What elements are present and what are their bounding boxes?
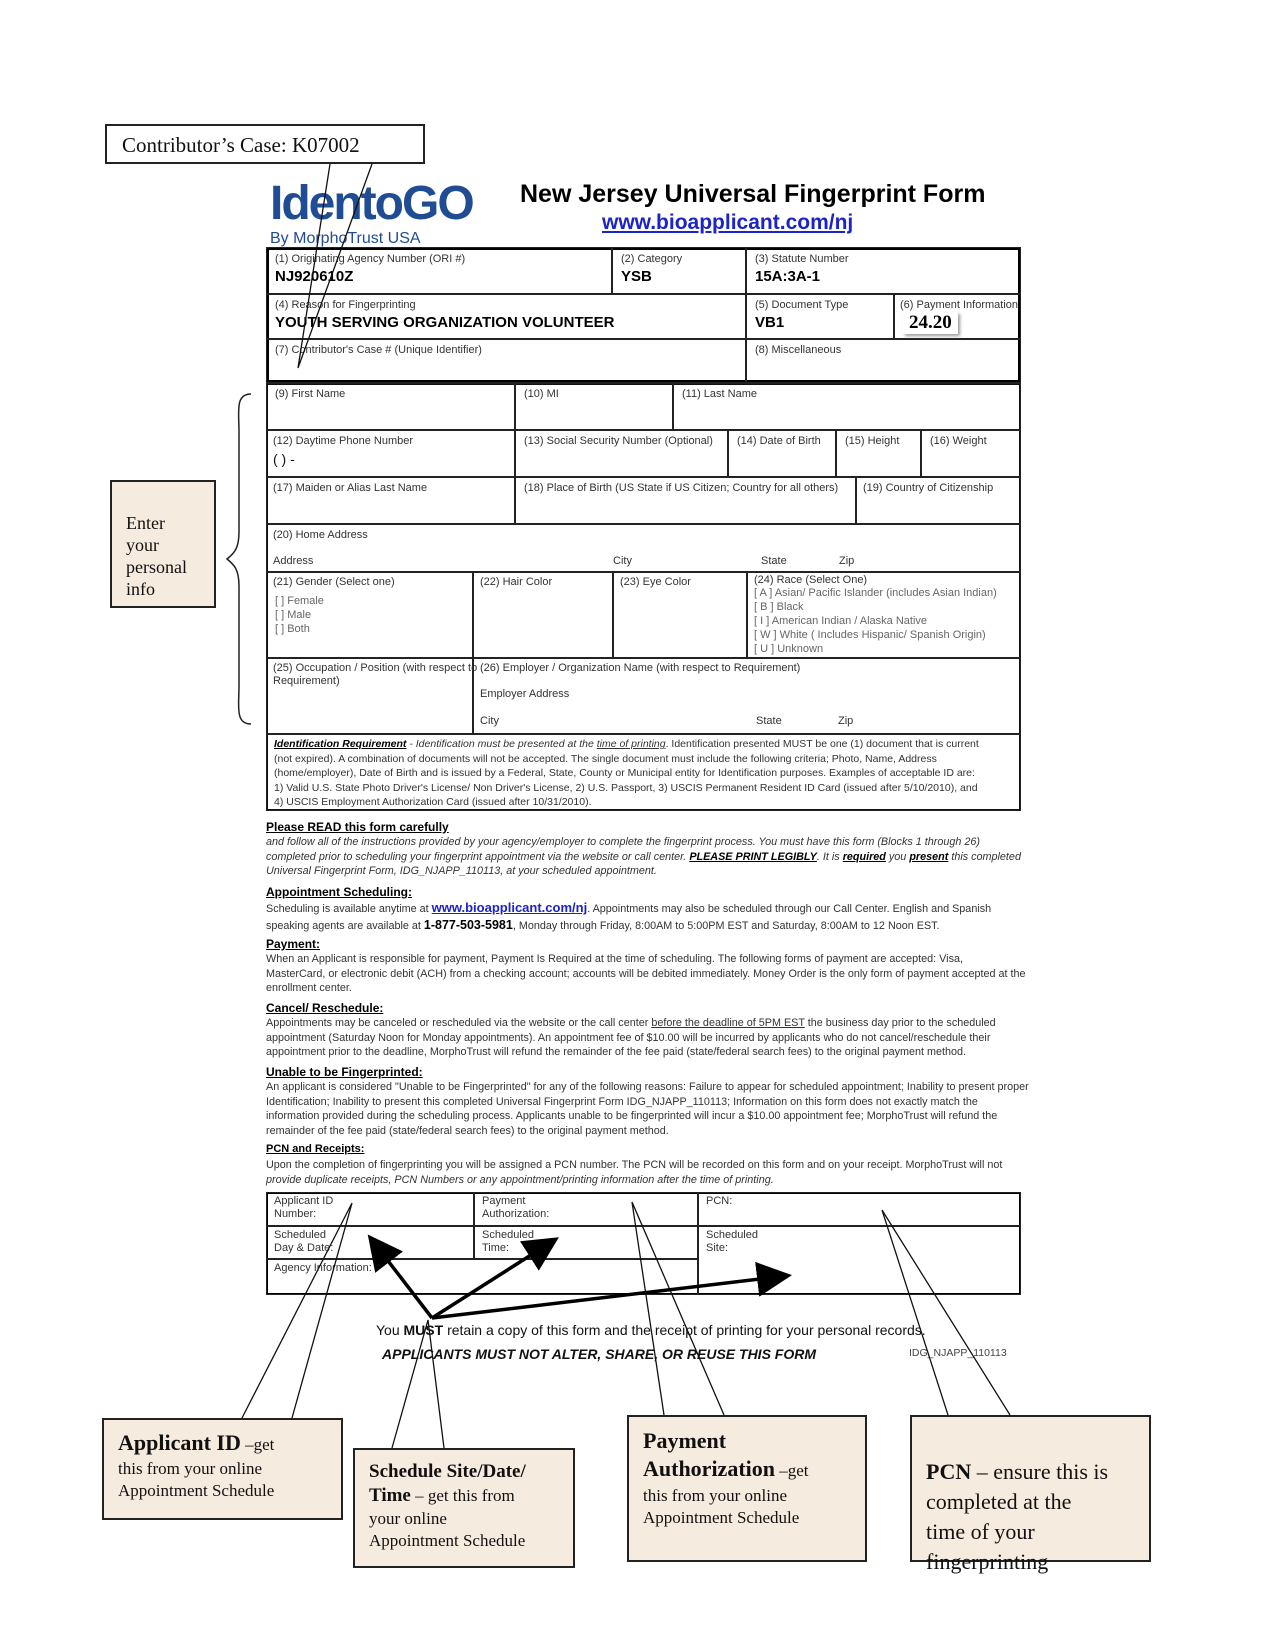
field-miscellaneous-label: (8) Miscellaneous [755,344,842,356]
id-req-italic: - Identification must be presented at the [406,738,597,750]
gender-option-both[interactable]: [ ] Both [275,623,310,635]
pcn-heading: PCN and Receipts: [266,1143,365,1155]
field-document-type-value: VB1 [755,314,785,331]
payment-text: When an Applicant is responsible for payment, Payment Is Required at the time of scheduling. The following forms of payment are accepted: Visa, MasterCard, or electronic debit (ACH) from a checking account; accounts will be debited immediately. Money Order is the only form of payment accepted at the enrollment center. [266,953,1026,994]
retain-copy-note: You MUST retain a copy of this form and the receipt of printing for your personal records. [376,1322,926,1338]
race-option-white[interactable]: [ W ] White ( Includes Hispanic/ Spanish Origin) [754,629,986,641]
pcn-callout: PCN – ensure this is completed at the time of your fingerprinting [910,1415,1151,1562]
field-home-address-zip: Zip [839,555,855,567]
field-reason-label: (4) Reason for Fingerprinting [275,299,416,311]
field-maiden-name-label: (17) Maiden or Alias Last Name [273,482,428,494]
field-home-address-city: City [613,555,632,567]
field-employer-address: Employer Address [480,688,570,700]
field-ssn-label: (13) Social Security Number (Optional) [524,435,713,447]
field-category-label: (2) Category [621,253,683,265]
field-payment-info-value: 24.20 [903,312,958,334]
field-scheduled-site-label: Scheduled Site: [706,1229,758,1254]
do-not-alter-warning: APPLICANTS MUST NOT ALTER, SHARE, OR REUSE THIS FORM [382,1346,817,1362]
applicant-id-callout: Applicant ID –get this from your online Appointment Schedule [102,1418,343,1520]
payment-heading: Payment: [266,937,321,951]
field-phone-mask: ( ) - [273,451,295,467]
form-id: IDG_NJAPP_110113 [909,1347,1007,1359]
schedule-callout: Schedule Site/Date/ Time – get this from your online Appointment Schedule [353,1448,575,1568]
field-employer-label: (26) Employer / Organization Name (with respect to Requirement) [480,662,801,674]
field-race-label: (24) Race (Select One) [754,574,868,586]
field-employer-state: State [756,715,782,727]
id-req-title: Identification Requirement [274,738,407,750]
field-reason-value: YOUTH SERVING ORGANIZATION VOLUNTEER [275,314,615,331]
call-center-phone: 1-877-503-5981 [423,918,513,932]
field-agency-information-label: Agency Information: [274,1262,372,1274]
field-payment-info-label: (6) Payment Information [900,299,1018,311]
payment-authorization-callout: Payment Authorization –get this from your online Appointment Schedule [627,1415,867,1562]
form-title: New Jersey Universal Fingerprint Form [520,180,986,208]
field-document-type-label: (5) Document Type [755,299,849,311]
appointment-text: Scheduling is available anytime at www.bioapplicant.com/nj. Appointments may also be scheduled through our Call Center. English and Spanish speaking agents are available at 1-877-503-5981, Monday through Friday, 8:00AM to 5:00PM EST and Saturday, 8:00AM to 12 Noon EST. [266,900,992,932]
id-req-body-2: (not expired). A combination of documents will not be accepted. The single document must include the following criteria; Photo, Name, Address [274,752,937,765]
field-ori-value: NJ920610Z [275,268,354,285]
cancel-text: Appointments may be canceled or rescheduled via the website or the call center before the deadline of 5PM EST the business day prior to the scheduled appointment (Saturday Noon for Monday appointments). An appointment fee of $10.00 will be incurred by applicants who do not cancel/reschedule their appointment prior to the deadline, MorphoTrust will refund the remainder of the fee paid (state/federal search fees) to the original payment method. [266,1017,996,1058]
read-carefully-text: and follow all of the instructions provided by your agency/employer to complete the fingerprint process. You must have this form (Blocks 1 through 26) completed prior to scheduling your fingerprint appointment via the website or call center. PLEASE PRINT LEGIBLY. It is required you present this completed Universal Fingerprint Form, IDG_NJAPP_110113, at your scheduled appointment. [266,836,1021,877]
field-mi-label: (10) MI [524,388,559,400]
field-first-name-label: (9) First Name [275,388,346,400]
field-phone-label: (12) Daytime Phone Number [273,435,414,447]
schedule-link[interactable]: www.bioapplicant.com/nj [431,900,588,915]
field-category-value: YSB [621,268,652,285]
field-scheduled-time-label: Scheduled Time: [482,1229,534,1254]
race-option-american-indian[interactable]: [ I ] American Indian / Alaska Native [754,615,928,627]
logo-go-text: GO [401,177,473,230]
race-option-asian[interactable]: [ A ] Asian/ Pacific Islander (includes Asian Indian) [754,587,997,599]
field-place-of-birth-label: (18) Place of Birth (US State if US Citizen; Country for all others) [524,482,839,494]
logo-main-text: Idento [270,177,402,230]
race-option-unknown[interactable]: [ U ] Unknown [754,643,824,655]
field-occupation-label-2: Requirement) [273,675,340,687]
field-eye-color-label: (23) Eye Color [620,576,691,588]
unable-text: An applicant is considered "Unable to be Fingerprinted" for any of the following reasons: Failure to appear for scheduled appointment; Inability to present proper Identification; Inability to present this completed Universal Fingerprint Form IDG_NJAPP_110113; Information on this form does not exactly match the information provided during the scheduling process. Applicants unable to be fingerprinted will incur a $10.00 appointment fee; MorphoTrust will refund the remainder of the fee paid (state/federal search fees) to the original payment method. [266,1081,1029,1137]
field-height-label: (15) Height [845,435,900,447]
id-req-body-1: . Identification presented MUST be one (1) document that is current [665,738,979,750]
field-pcn-label: PCN: [706,1195,733,1207]
field-statute-label: (3) Statute Number [755,253,849,265]
id-req-body-4: 1) Valid U.S. State Photo Driver's License/ Non Driver's License, 2) U.S. Passport, 3) USCIS Permanent Resident ID Card (issued after 5/10/2010), and [274,781,978,794]
field-dob-label: (14) Date of Birth [737,435,821,447]
logo-subtitle: By MorphoTrust USA [270,230,421,247]
field-contributor-case-label: (7) Contributor's Case # (Unique Identifier) [275,344,482,356]
field-applicant-id-label: Applicant ID Number: [274,1195,334,1220]
gender-option-male[interactable]: [ ] Male [275,609,312,621]
form-url-link[interactable]: www.bioapplicant.com/nj [602,211,854,234]
race-option-black[interactable]: [ B ] Black [754,601,804,613]
field-statute-value: 15A:3A-1 [755,268,821,285]
field-payment-authorization-label: Payment Authorization: [482,1195,550,1220]
field-last-name-label: (11) Last Name [682,388,757,400]
field-ori-label: (1) Originating Agency Number (ORI #) [275,253,466,265]
gender-option-female[interactable]: [ ] Female [275,595,324,607]
field-scheduled-date-label: Scheduled Day & Date: [274,1229,334,1254]
pcn-text: Upon the completion of fingerprinting you will be assigned a PCN number. The PCN will be recorded on this form and on your receipt. MorphoTrust will not provide duplicate receipts, PCN Numbers or any appointment/printing information after the time of printing. [266,1159,1003,1186]
id-req-italic-u: time of printing [596,738,666,750]
field-home-address-label: (20) Home Address [273,529,368,541]
id-req-body-3: (home/employer), Date of Birth and is issued by a Federal, State, County or Municipal entity for Identification purposes. Examples of acceptable ID are: [274,767,975,779]
field-weight-label: (16) Weight [930,435,987,447]
field-employer-zip: Zip [838,715,854,727]
field-citizenship-label: (19) Country of Citizenship [863,482,994,494]
field-gender-label: (21) Gender (Select one) [273,576,395,588]
field-employer-city: City [480,715,499,727]
unable-heading: Unable to be Fingerprinted: [266,1065,423,1079]
field-hair-color-label: (22) Hair Color [480,576,553,588]
read-carefully-heading: Please READ this form carefully [266,820,449,834]
cancel-heading: Cancel/ Reschedule: [266,1001,384,1015]
contributor-case-callout: Contributor’s Case: K07002 [105,124,425,164]
id-req-body-5: 4) USCIS Employment Authorization Card (issued after 10/31/2010). [274,796,592,808]
field-home-address-state: State [761,555,787,567]
field-occupation-label: (25) Occupation / Position (with respect to [273,662,478,674]
field-home-address-address: Address [273,555,314,567]
appointment-heading: Appointment Scheduling: [266,885,412,899]
personal-info-callout: Enter your personal info [110,480,216,608]
